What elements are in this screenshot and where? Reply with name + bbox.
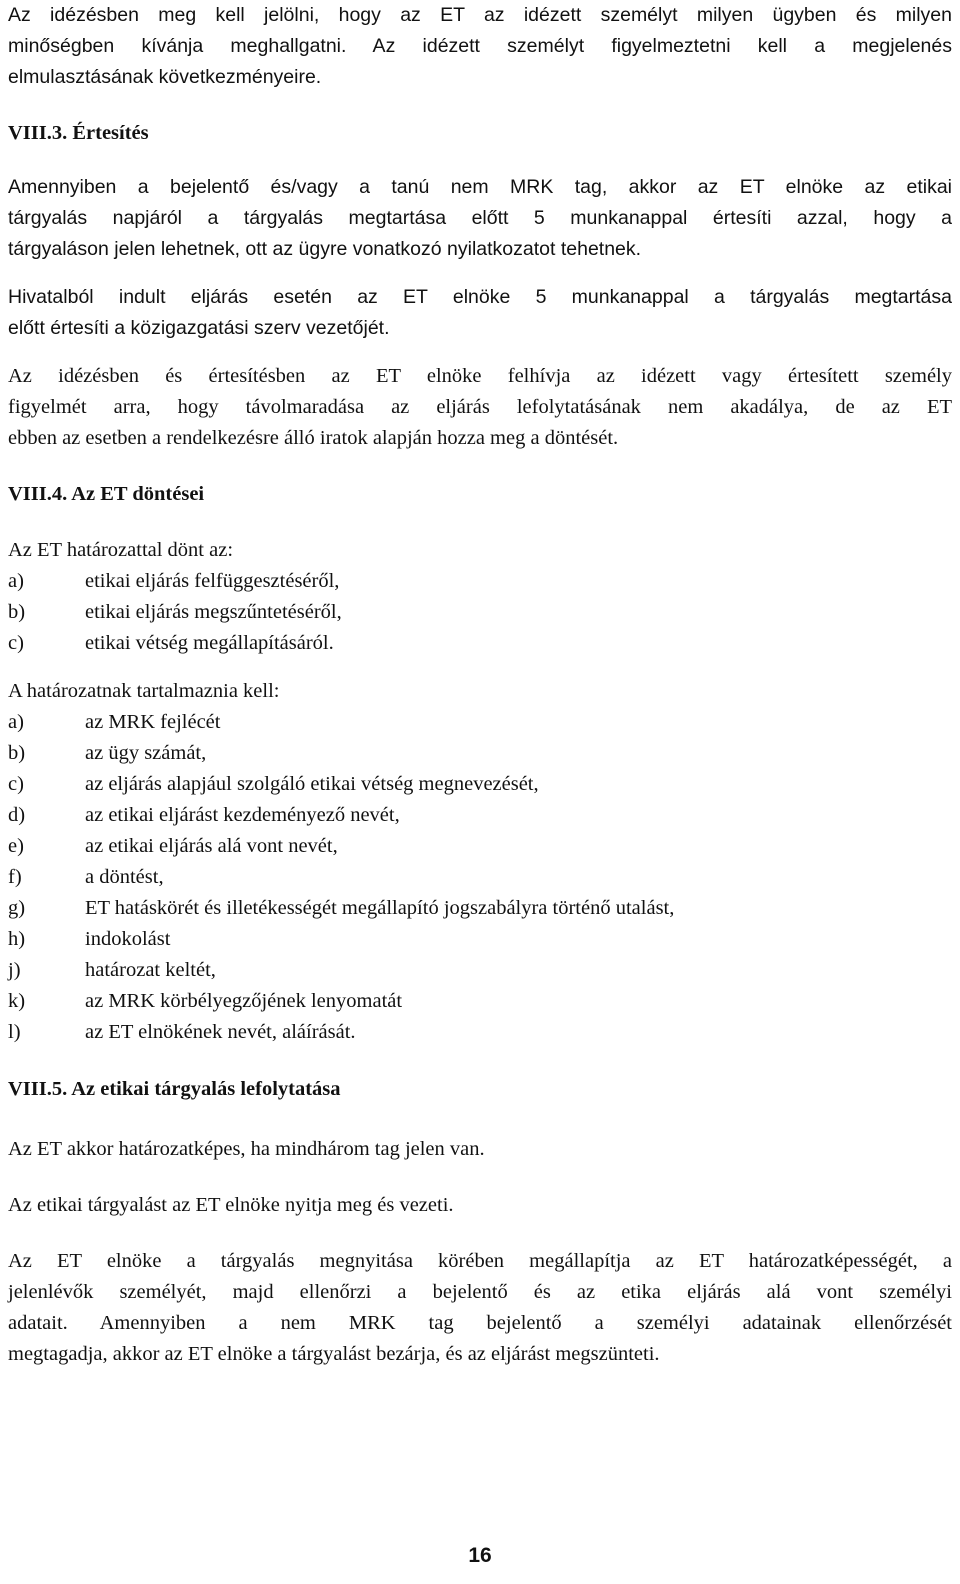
text-line: tárgyaláson jelen lehetnek, ott az ügyre vonatkozó nyilatkozatot tehetnek. [8,238,642,260]
paragraph-ertesites-3 [8,361,952,454]
list-item [8,800,952,831]
list-intro: A határozatnak tartalmaznia kell: [8,680,280,702]
list-marker: f) [8,866,22,888]
list-item [8,628,952,659]
paragraph-ertesites-2 [8,282,952,344]
text-line: elmulasztásának következményeire. [8,66,322,88]
list-text: ET hatáskörét és illetékességét megállapító jogszabályra történő utalást, [85,897,675,919]
list-marker: d) [8,804,26,826]
list-text: etikai vétség megállapításáról. [85,632,334,654]
list-item [8,769,952,800]
list-text: az ügy számát, [85,742,207,764]
list-text: etikai eljárás felfüggesztéséről, [85,570,340,592]
list-item [8,986,952,1017]
document-page [8,0,952,1370]
list-marker: c) [8,773,24,795]
list-item [8,924,952,955]
list-marker: j) [8,959,21,981]
text-line: adatait. Amennyiben a nem MRK tag bejelentő a személyi adatainak ellenőrzését [8,1312,952,1334]
list-marker: k) [8,990,26,1012]
list-item [8,893,952,924]
list-marker: l) [8,1021,21,1043]
text-line: Amennyiben a bejelentő és/vagy a tanú nem MRK tag, akkor az ET elnöke az etikai [8,176,952,198]
text-line: jelenlévők személyét, majd ellenőrzi a bejelentő és az etika eljárás alá vont személyi [8,1281,952,1303]
paragraph-targyalas-1: Az ET akkor határozatképes, ha mindhárom tag jelen van. [8,1138,485,1160]
text-line: tárgyalás napjáról a tárgyalás megtartása előtt 5 munkanappal értesíti azzal, hogy a [8,207,952,229]
paragraph-targyalas-2: Az etikai tárgyalást az ET elnöke nyitja meg és vezeti. [8,1194,454,1216]
list-marker: a) [8,570,24,592]
intro-paragraph [8,0,952,93]
list-marker: c) [8,632,24,654]
section-heading-viii-4: VIII.4. Az ET döntései [8,483,205,505]
paragraph-targyalas-3 [8,1246,952,1370]
text-line: Hivatalból indult eljárás esetén az ET elnöke 5 munkanappal a tárgyalás megtartása [8,286,952,308]
list-intro: Az ET határozattal dönt az: [8,539,234,561]
list-item [8,955,952,986]
section-heading-viii-3: VIII.3. Értesítés [8,122,149,144]
text-line: Az idézésben és értesítésben az ET elnöke felhívja az idézett vagy értesített személy [8,365,952,387]
list-text: határozat keltét, [85,959,216,981]
list-text: az MRK fejlécét [85,711,221,733]
list-marker: a) [8,711,24,733]
list-item [8,566,952,597]
list-marker: h) [8,928,26,950]
list-item [8,831,952,862]
list-text: az eljárás alapjául szolgáló etikai vétség megnevezését, [85,773,539,795]
page-number: 16 [468,1544,492,1567]
list-text: az etikai eljárást kezdeményező nevét, [85,804,400,826]
text-line: Az ET elnöke a tárgyalás megnyitása körében megállapítja az ET határozatképességét, a [8,1250,952,1272]
list-marker: e) [8,835,24,857]
list-item [8,738,952,769]
content-list [8,676,952,1048]
list-text: az etikai eljárás alá vont nevét, [85,835,338,857]
text-line: Az idézésben meg kell jelölni, hogy az ET az idézett személyt milyen ügyben és milyen [8,4,952,26]
list-text: etikai eljárás megszűntetéséről, [85,601,342,623]
list-marker: b) [8,601,26,623]
list-item [8,597,952,628]
text-line: ebben az esetben a rendelkezésre álló iratok alapján hozza meg a döntését. [8,427,619,449]
list-item [8,707,952,738]
list-item [8,1017,952,1048]
list-text: a döntést, [85,866,164,888]
list-text: az MRK körbélyegzőjének lenyomatát [85,990,403,1012]
text-line: megtagadja, akkor az ET elnöke a tárgyalást bezárja, és az eljárást megszünteti. [8,1343,660,1365]
decision-list [8,535,952,659]
text-line: előtt értesíti a közigazgatási szerv vezetőjét. [8,317,390,339]
list-text: az ET elnökének nevét, aláírását. [85,1021,356,1043]
list-text: indokolást [85,928,171,950]
paragraph-ertesites-1 [8,172,952,265]
text-line: minőségben kívánja meghallgatni. Az idézett személyt figyelmeztetni kell a megjelenés [8,35,952,57]
list-marker: g) [8,897,26,919]
text-line: figyelmét arra, hogy távolmaradása az eljárás lefolytatásának nem akadálya, de az ET [8,396,952,418]
list-marker: b) [8,742,26,764]
list-item [8,862,952,893]
section-heading-viii-5: VIII.5. Az etikai tárgyalás lefolytatása [8,1078,341,1100]
